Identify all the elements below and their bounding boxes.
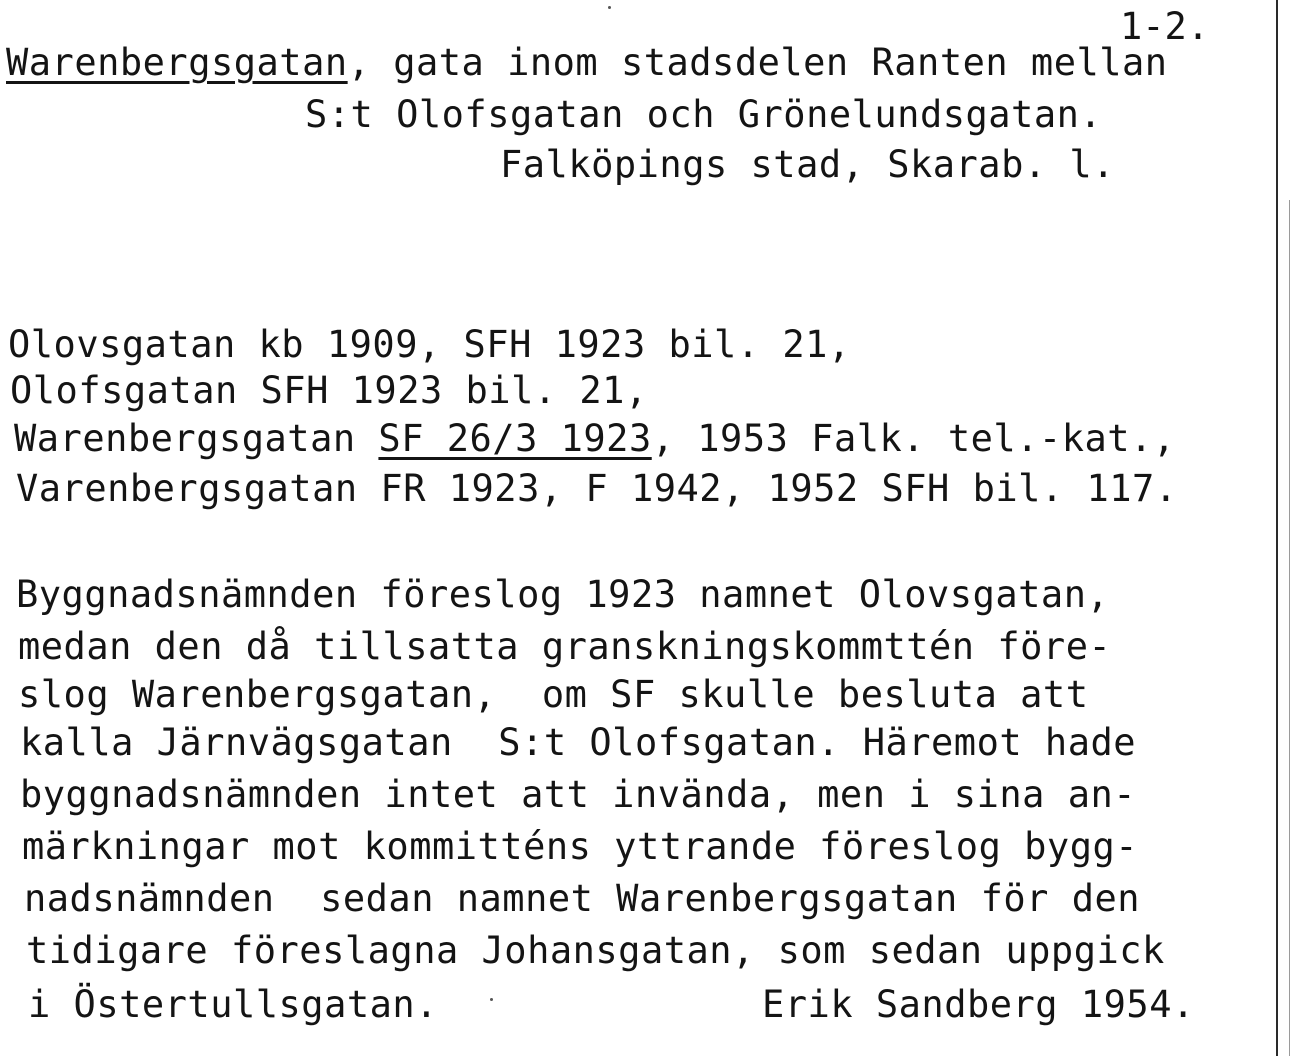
card-outer-edge <box>1289 200 1290 1056</box>
source-line-4: Varenbergsgatan FR 1923, F 1942, 1952 SFH bil. 117. <box>16 467 1178 510</box>
source-line-3-underlined: SF 26/3 1923 <box>378 417 652 460</box>
body-line-7: nadsnämnden sedan namnet Warenbergsgatan för den <box>24 877 1141 920</box>
body-line-9: i Östertullsgatan. <box>28 983 438 1026</box>
body-line-8: tidigare föreslagna Johansgatan, som sedan uppgick <box>26 929 1165 972</box>
card-right-edge <box>1276 0 1278 1056</box>
source-line-3 <box>14 417 1176 460</box>
body-line-3: slog Warenbergsgatan, om SF skulle besluta att <box>18 673 1089 716</box>
dust-speck <box>490 998 493 1001</box>
source-line-2: Olofsgatan SFH 1923 bil. 21, <box>10 369 648 412</box>
card-reference-number: 1-2. <box>1120 5 1210 48</box>
signature: Erik Sandberg 1954. <box>762 983 1195 1026</box>
body-line-4: kalla Järnvägsgatan S:t Olofsgatan. Häremot hade <box>20 721 1137 764</box>
source-line-3-name: Warenbergsgatan <box>14 417 379 460</box>
source-line-1: Olovsgatan kb 1909, SFH 1923 bil. 21, <box>8 323 851 366</box>
body-line-2: medan den då tillsatta granskningskommttén före- <box>18 625 1112 668</box>
source-line-3-rest: , 1953 Falk. tel.-kat., <box>651 417 1176 460</box>
header-line-2: S:t Olofsgatan och Grönelundsgatan. <box>305 93 1103 136</box>
header-line-1 <box>6 41 1168 84</box>
dust-speck <box>608 6 611 9</box>
body-line-1: Byggnadsnämnden föreslog 1923 namnet Olovsgatan, <box>16 573 1110 616</box>
header-line-1-rest: , gata inom stadsdelen Ranten mellan <box>347 41 1168 84</box>
body-line-6: märkningar mot kommitténs yttrande föreslog bygg- <box>22 825 1139 868</box>
street-name-heading: Warenbergsgatan <box>6 41 348 84</box>
header-line-3: Falköpings stad, Skarab. l. <box>500 143 1115 186</box>
body-line-5: byggnadsnämnden intet att invända, men i sina an- <box>20 773 1137 816</box>
